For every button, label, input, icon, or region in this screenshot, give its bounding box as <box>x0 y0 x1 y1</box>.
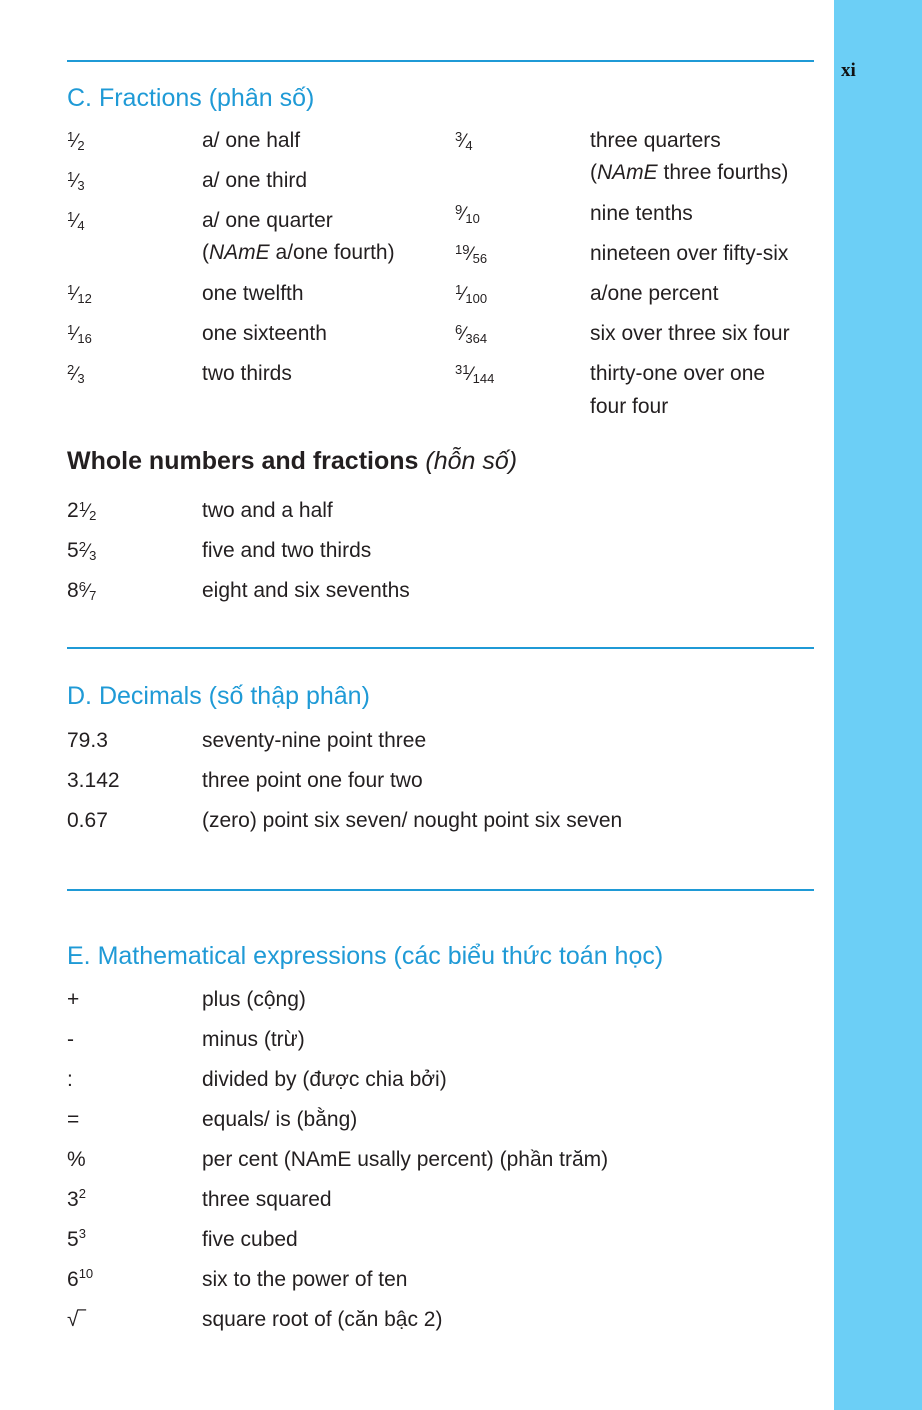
decimal-reading: (zero) point six seven/ nought point six seven <box>202 809 623 832</box>
decimal-value: 79.3 <box>67 729 108 752</box>
decimal-value: 3.142 <box>67 769 120 792</box>
fraction-reading: one sixteenth <box>202 322 327 345</box>
fraction-symbol: $^6⁄_{364}$ <box>455 322 488 346</box>
fraction-reading: one twelfth <box>202 282 304 305</box>
decimal-value: 0.67 <box>67 809 108 832</box>
mixed-number: $8^6⁄_7$ <box>67 579 97 603</box>
fraction-symbol: $^1⁄_2$ <box>67 129 85 153</box>
math-reading: minus (trừ) <box>202 1028 305 1051</box>
power-expression: $3^2$ <box>67 1186 86 1211</box>
fraction-symbol: $^{31}⁄_{144}$ <box>455 362 495 386</box>
fraction-reading-note: (NAmE three fourths) <box>590 161 789 184</box>
section-heading-decimals: D. Decimals (số thập phân) <box>67 682 370 710</box>
page-number: xi <box>841 60 856 81</box>
fraction-reading-cont: four four <box>590 395 669 418</box>
fraction-reading: nine tenths <box>590 202 693 225</box>
fraction-symbol: $^2⁄_3$ <box>67 362 85 386</box>
fraction-reading-note: (NAmE a/one fourth) <box>202 241 395 264</box>
fraction-symbol: $^9⁄_{10}$ <box>455 202 480 226</box>
fraction-symbol: $^1⁄_3$ <box>67 169 85 193</box>
math-reading: square root of (căn bậc 2) <box>202 1308 443 1331</box>
fraction-symbol: $^1⁄_{100}$ <box>455 282 488 306</box>
math-symbol: % <box>67 1148 86 1171</box>
decimal-reading: seventy-nine point three <box>202 729 427 752</box>
mixed-number-reading: five and two thirds <box>202 539 372 562</box>
section-divider <box>67 889 814 891</box>
section-heading-fractions: C. Fractions (phân số) <box>67 84 315 112</box>
fraction-symbol: $^1⁄_{12}$ <box>67 282 92 306</box>
math-symbol: - <box>67 1028 74 1051</box>
power-expression: $6^{10}$ <box>67 1266 94 1291</box>
math-symbol: + <box>67 988 80 1011</box>
math-reading: plus (cộng) <box>202 988 306 1011</box>
math-reading: six to the power of ten <box>202 1268 408 1291</box>
mixed-number: $5^2⁄_3$ <box>67 539 97 563</box>
fraction-symbol: $^3⁄_4$ <box>455 129 473 153</box>
fraction-symbol: $^1⁄_{16}$ <box>67 322 92 346</box>
fraction-reading: three quarters <box>590 129 721 152</box>
mixed-number-reading: two and a half <box>202 499 333 522</box>
math-reading: five cubed <box>202 1228 298 1251</box>
subheading-whole-numbers: Whole numbers and fractions (hỗn số) <box>67 447 518 475</box>
fraction-reading: a/one percent <box>590 282 719 305</box>
math-symbol: : <box>67 1068 73 1091</box>
fraction-symbol: $^1⁄_4$ <box>67 209 85 233</box>
section-divider <box>67 647 814 649</box>
fraction-reading: nineteen over fifty-six <box>590 242 789 265</box>
fraction-reading: a/ one third <box>202 169 308 192</box>
power-expression: $5^3$ <box>67 1226 86 1251</box>
square-root-symbol: √‾ <box>67 1308 86 1331</box>
fraction-reading: a/ one half <box>202 129 301 152</box>
math-reading: three squared <box>202 1188 332 1211</box>
fraction-symbol: $^{19}⁄_{56}$ <box>455 242 488 266</box>
math-reading: per cent (NAmE usally percent) (phần trăm) <box>202 1148 609 1171</box>
fraction-reading: a/ one quarter <box>202 209 333 232</box>
decimal-reading: three point one four two <box>202 769 423 792</box>
section-heading-expressions: E. Mathematical expressions (các biểu thức toán học) <box>67 942 664 970</box>
fraction-reading: thirty-one over one <box>590 362 766 385</box>
math-reading: equals/ is (bằng) <box>202 1108 358 1131</box>
fraction-reading: two thirds <box>202 362 292 385</box>
math-reading: divided by (được chia bởi) <box>202 1068 447 1091</box>
math-symbol: = <box>67 1108 80 1131</box>
mixed-number-reading: eight and six sevenths <box>202 579 410 602</box>
side-band <box>834 0 922 1410</box>
section-divider <box>67 60 814 62</box>
fraction-reading: six over three six four <box>590 322 790 345</box>
mixed-number: $2^1⁄_2$ <box>67 499 97 523</box>
